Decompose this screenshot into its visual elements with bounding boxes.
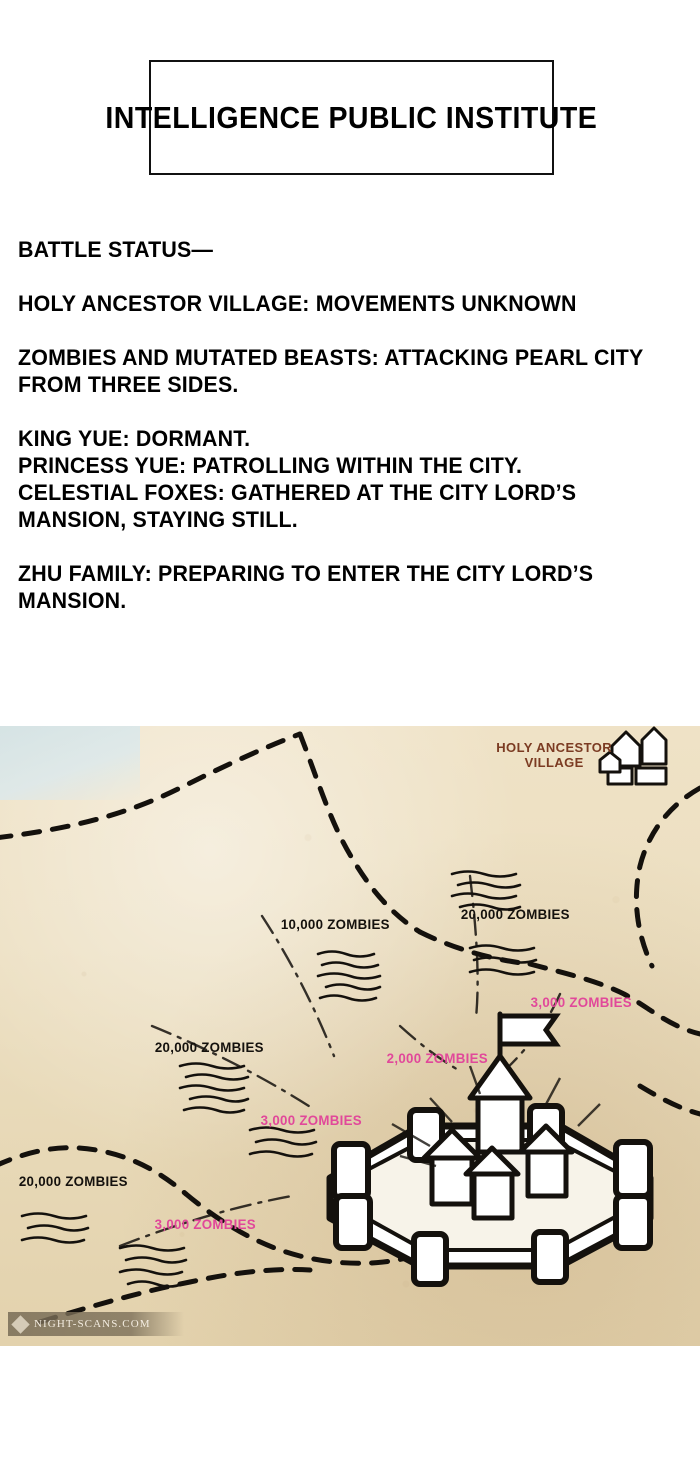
report-line-holy-ancestor-village: HOLY ANCESTOR VILLAGE: MOVEMENTS UNKNOWN — [18, 291, 577, 316]
report-line-zombies-mutated-beasts: ZOMBIES AND MUTATED BEASTS: ATTACKING PEARL CITY FROM THREE SIDES. — [18, 345, 644, 397]
report-line-king-yue: KING YUE: DORMANT. — [18, 426, 251, 451]
panel-title-box — [105, 60, 598, 175]
report-line-celestial-foxes: CELESTIAL FOXES: GATHERED AT THE CITY LORD’S MANSION, STAYING STILL. — [18, 480, 577, 532]
map-marker-3000-zombies-east: 3,000 ZOMBIES — [530, 994, 632, 1010]
report-line-princess-yue: PRINCESS YUE: PATROLLING WITHIN THE CITY. — [18, 453, 523, 478]
battle-status-report — [18, 236, 649, 614]
credit-diamond-icon — [11, 1315, 29, 1333]
pearl-city-fortress — [330, 1014, 650, 1284]
scanlation-credit — [8, 1312, 184, 1336]
map-village-label-line2: VILLAGE — [524, 755, 584, 770]
map-village-label — [496, 740, 612, 770]
tactical-map-panel — [0, 726, 700, 1346]
map-marker-2000-zombies: 2,000 ZOMBIES — [386, 1050, 488, 1066]
map-village-label-line1: HOLY ANCESTOR — [496, 740, 612, 755]
map-overlay-graphics — [0, 726, 700, 1346]
credit-label: NIGHT-SCANS.COM — [34, 1318, 151, 1330]
map-marker-3000-zombies-southwest: 3,000 ZOMBIES — [154, 1216, 256, 1232]
map-marker-20000-zombies-north: 20,000 ZOMBIES — [460, 906, 570, 922]
page-title: INTELLIGENCE PUBLIC INSTITUTE — [105, 99, 598, 135]
map-marker-20000-zombies-west: 20,000 ZOMBIES — [154, 1039, 264, 1055]
map-marker-20000-zombies-southwest: 20,000 ZOMBIES — [18, 1173, 128, 1189]
report-heading: BATTLE STATUS— — [18, 237, 214, 262]
map-marker-10000-zombies: 10,000 ZOMBIES — [280, 916, 390, 932]
report-line-zhu-family: ZHU FAMILY: PREPARING TO ENTER THE CITY LORD’S MANSION. — [18, 561, 594, 613]
map-marker-3000-zombies-center: 3,000 ZOMBIES — [260, 1112, 362, 1128]
